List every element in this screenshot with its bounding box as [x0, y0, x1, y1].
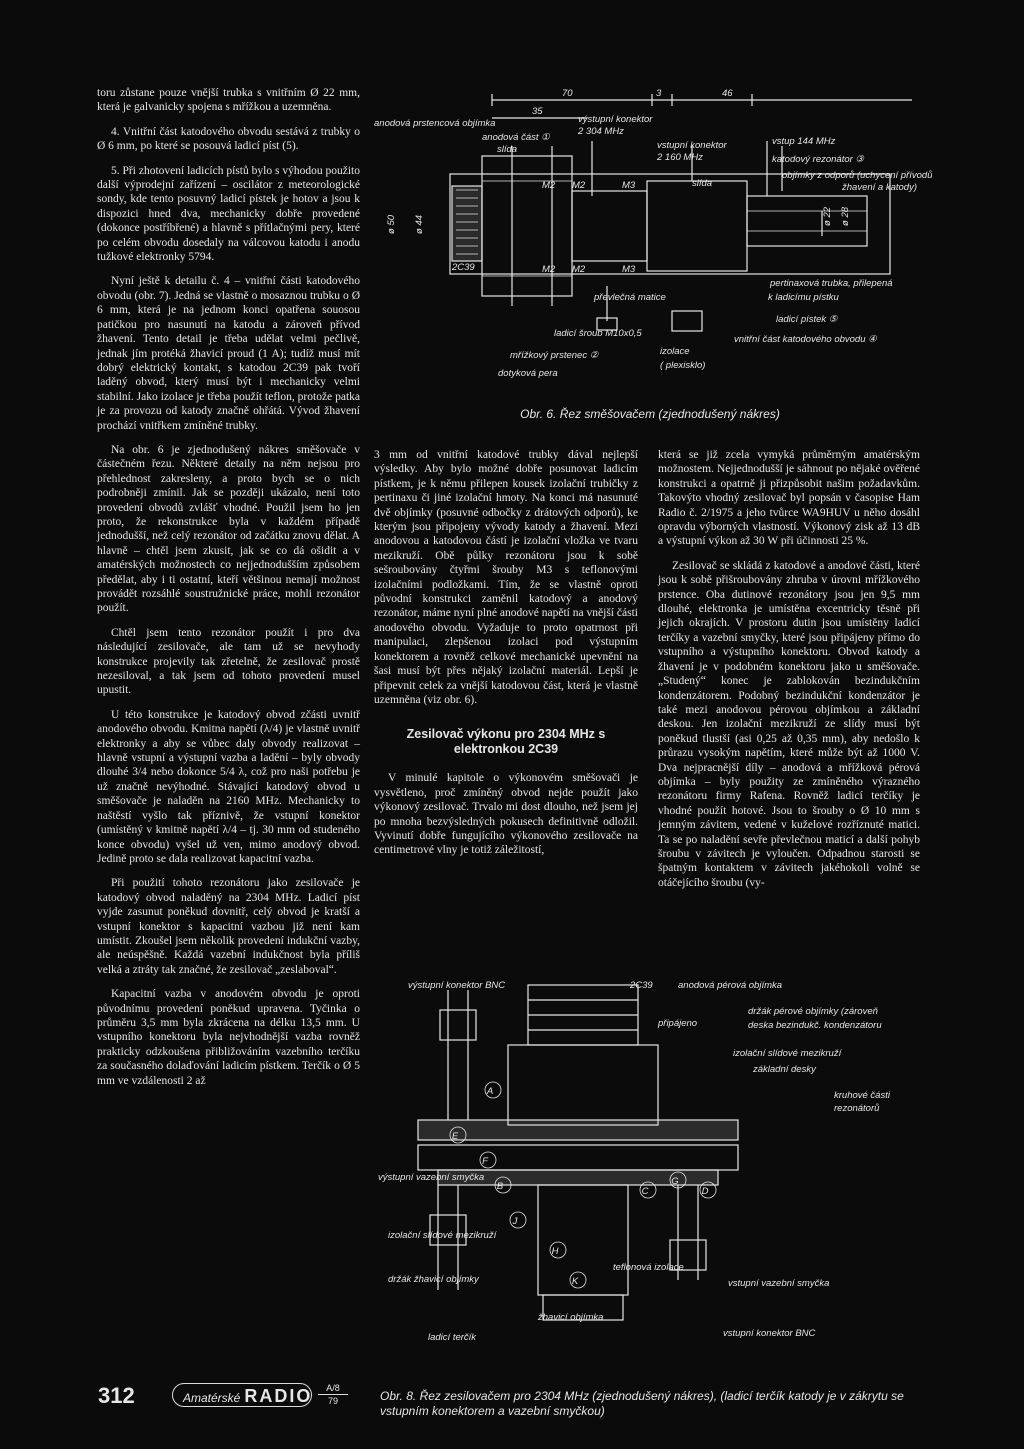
label-diam-50: ø 50 [386, 214, 397, 234]
issue-top: A/8 [326, 1383, 340, 1393]
label-holder: držák pérové objímky (zároveň [748, 1006, 878, 1017]
label-tuning-piston: ladicí pístek ⑤ [776, 314, 838, 325]
label-tube: 2C39 [452, 262, 475, 273]
left-text-column [97, 86, 360, 1098]
label-heater: žhavení a katody) [842, 182, 917, 193]
paragraph: Kapacitní vazba v anodovém obvodu je oproti původnímu provedení poněkud upravena. Tyčinka o průměru 3,5 mm byla zkrácena na délku 13,5 mm. U vstupního konektoru byla nejvhodnější vazba rovněž prakticky odzkoušena přibližováním vazebního terčíku za současného dolaďování ladicím pístkem. Terčík o Ø 5 mm ve vzdálenosti 2 až [97, 988, 360, 1087]
label-anode-collet: anodová prstencová objímka [374, 118, 496, 129]
label-mica: slída [497, 144, 518, 155]
label-holder-2: deska bezindukč. kondenzátoru [748, 1020, 882, 1031]
label-input-connector: vstupní konektor [657, 140, 727, 151]
label-output-connector: výstupní konektor [578, 114, 653, 125]
paragraph: 4. Vnitřní část katodového obvodu sestává z trubky o Ø 6 mm, po které se posouvá ladicí píst (5). [97, 125, 360, 153]
label-clamps: objímky z odporů (uchycení přívodů [782, 170, 932, 181]
middle-text-column [374, 448, 638, 868]
marker-f: F [482, 1156, 488, 1167]
marker-j: J [512, 1216, 518, 1227]
label-diam-28: ø 28 [840, 206, 851, 226]
logo-small-text: Amatérské [183, 1391, 241, 1405]
label-m2: M2 [542, 180, 556, 191]
dim-70: 70 [562, 88, 573, 99]
label-2160mhz: 2 160 MHz [657, 152, 703, 163]
marker-d: D [701, 1186, 709, 1197]
label-inner-cathode: vnitřní část katodového obvodu ④ [734, 334, 877, 345]
figure-6-caption: Obr. 6. Řez směšovačem (zjednodušený nákres) [520, 407, 780, 421]
paragraph: 3 mm od vnitřní katodové trubky dával nejlepší výsledky. Aby bylo možné dobře posunovat ladicím pístkem, je k němu přilepen kousek izolační trubičky z pertinaxu či jiné izolační hmoty. Na konci má nasunuté dvě objímky (posuvné odbočky z drátových odporů), ke kterým jsou připojeny vývody katody a žhavení. Mezi anodovou a katodovou částí je izolační vložka ve tvaru mezikruží. Obě půlky rezonátoru jsou k sobě sešroubovány čtyřmi šrouby M3 s teflonovými izolačními podložkami. Tím, že se vlastně oproti původní konstrukci zaměnil katodový a anodový rezonátor, máme nyní plné anodové napětí na vnější části anodového obvodu. Vyžaduje to proto opatrnost při manipulaci, zlepšenou izolaci pod výstupním konektorem a rovněž celkové mechanické upevnění na šasi musí být přes nějaký izolační materiál. Lepší je připevnit celek za vnější katodovou část, která je vlastně uzemněna (viz obr. 6). [374, 449, 638, 706]
figure-6-mixer-cross-section [372, 86, 932, 416]
label-insulation: izolace [660, 346, 690, 357]
paragraph: 5. Při zhotovení ladicích pístů bylo s výhodou použito další výprodejní zařízení – oscilátor z meteorologické sondy, kde tento posuvný ladicí pístek je hotov a jsou k dispozici hned dva, mechanicky dobře provedené (dokonce postříbřené) a hlavně s přítlačnými pery, které po celém obvodu dosedaly na válcovou katodu i anodu tužkové elektronky 5794. [97, 164, 360, 264]
label-input-144mhz: vstup 144 MHz [772, 136, 836, 147]
marker-c: C [641, 1186, 649, 1197]
marker-g: G [671, 1176, 679, 1187]
issue-bottom: 79 [327, 1396, 338, 1406]
label-circular: kruhové části [834, 1090, 890, 1101]
label-output-loop: výstupní vazební smyčka [378, 1172, 485, 1183]
label-anode-part: anodová část ① [482, 132, 550, 143]
dim-35: 35 [532, 106, 543, 117]
label-mica-ring-2: izolační slídové mezikruží [388, 1230, 497, 1241]
label-grid-ring: mřížkový prstenec ② [510, 350, 599, 361]
marker-h: H [551, 1246, 559, 1257]
label-mica-ring: izolační slídové mezikruží [733, 1048, 842, 1059]
dim-46: 46 [722, 88, 733, 99]
label-m3: M3 [622, 264, 636, 275]
label-tuning-disc: ladicí terčík [428, 1332, 477, 1343]
label-m3: M3 [622, 180, 636, 191]
paragraph: toru zůstane pouze vnější trubka s vnitřním Ø 22 mm, která je galvanicky spojena s mřížkou a uzemněna. [97, 87, 360, 114]
label-heater-holder: držák žhavicí objímky [388, 1274, 479, 1285]
page-number: 312 [98, 1383, 135, 1408]
label-resonators: rezonátorů [834, 1103, 880, 1114]
label-plexi: ( plexisklo) [660, 360, 706, 371]
marker-e: E [451, 1131, 459, 1142]
label-base-plate: základní desky [753, 1064, 816, 1075]
label-anode-collet: anodová pérová objímka [678, 980, 783, 991]
label-tube: 2C39 [630, 980, 653, 991]
label-diam-44: ø 44 [414, 214, 425, 234]
label-teflon: teflonová izolace [613, 1262, 684, 1273]
label-contact-spring: dotyková pera [498, 368, 558, 379]
section-heading: Zesilovač výkonu pro 2304 MHz s elektronkou 2C39 [406, 727, 606, 757]
dim-3: 3 [656, 88, 662, 99]
label-diam-22: ø 22 [822, 206, 833, 226]
paragraph: Nyní ještě k detailu č. 4 – vnitřní části katodového obvodu (obr. 7). Jedná se vlastně o mosaznou trubku o Ø 6 mm, která je na jednom konci opatřena souosou patičkou pro nasunutí na katodu a zároveň přívod žhavení. Tento detail je třeba udělat velmi pečlivě, jednak jím protéká žhavicí proud (1 A); tudíž musí mít dobrý elektrický kontakt, s katodou 2C39 pak tvoří laděný obvod, který musí být i mechanicky velmi stabilní. Jako izolace je třeba použít teflon, protože patka je za provozu od katody značně ohřátá. Vývod žhavení prochází vnitřkem zmíněné trubky. [97, 275, 360, 432]
paragraph: V minulé kapitole o výkonovém směšovači je vysvětleno, proč zmíněný obvod nejde použít jako výkonový zesilovač. Trvalo mi dost dlouho, než jsem jej po mnoha bezvýsledných pokusech definitivně odložil. Vyvinutí dobře fungujícího výkonového zesilovače na centimetrové vlny je totiž záležitostí, [374, 772, 638, 857]
paragraph: U této konstrukce je katodový obvod zčásti uvnitř anodového obvodu. Kmitna napětí (λ/4) je vlastně uvnitř elektronky a aby se vůbec daly obvody realizovat – hlavně vstupní a výstupní vazba a ladění – byly obvody dlouhé 3/4 nebo dokonce 5/4 λ, což pro naši potřebu je už značně nevýhodné. Stávající katodový obvod u směšovače je naladěn na 2160 MHz. Mechanicky to naštěstí vyšlo tak příznivě, že vstupní konektor (umístěný v kmitně napětí λ/4 – tj. 30 mm od studeného konce obvodu) vyšel už ven, mimo anodový obvod. Jedině proto se dala realizovat kapacitní vazba. [97, 708, 360, 865]
figure-8-caption: Obr. 8. Řez zesilovačem pro 2304 MHz (zjednodušený nákres), (ladicí terčík katody je v zákrytu se vstupním konektorem a vazební smyčkou) [380, 1389, 904, 1418]
label-pertinax-tube: pertinaxová trubka, přilepená [770, 278, 893, 289]
logo-big-text: RADIO [244, 1386, 313, 1406]
label-to-piston: k ladicímu pístku [768, 292, 839, 303]
label-soldered: připájeno [658, 1018, 698, 1029]
label-2304mhz: 2 304 MHz [578, 126, 624, 137]
label-m2: M2 [572, 180, 586, 191]
label-m2: M2 [572, 264, 586, 275]
label-heater-collet: žhavicí objímka [538, 1312, 604, 1323]
label-union-nut: převlečná matice [594, 292, 666, 303]
label-mica-2: slída [692, 178, 713, 189]
marker-a: A [486, 1086, 494, 1097]
magazine-logo [172, 1383, 312, 1407]
paragraph: Chtěl jsem tento rezonátor použít i pro dva následující zesilovače, ale tam už se nevyhody konstrukce projevily tak zřetelně, že zesilovač prostě nezesiloval, a tak jsem od tohoto provedení musel upustit. [97, 626, 360, 697]
paragraph: Při použití tohoto rezonátoru jako zesilovače je katodový obvod naladěný na 2304 MHz. Ladicí píst vyjde zasunut poněkud dovnitř, celý obvod je kratší a vstupní konektor s kapacitní vazbou již není kam umístit. Zkoušel jsem několik provedení indukční vazby, ale neúspěšně. Každá vazební indukčnost byla příliš velká a ztráty tak značné, že zesilovač „zeslaboval“. [97, 877, 360, 976]
label-output-bnc: výstupní konektor BNC [408, 980, 506, 991]
right-text-column [658, 448, 920, 900]
paragraph: která se již zcela vymyká průměrným amatérským možnostem. Nejjednodušší je sáhnout po nějaké ověřené konstrukci a opatrně ji přizpůsobit našim požadavkům. Takovýto vhodný zesilovač byl popsán v časopise Ham Radio č. 2/1975 a jeho tvůrce WA9HUV u něho dosáhl opravdu výborných vlastností. Výkonový zisk až 13 dB a výstupní výkon až 30 W při účinnosti 25 %. [658, 449, 920, 548]
marker-b: B [496, 1181, 504, 1192]
label-input-loop: vstupní vazební smyčka [728, 1278, 830, 1289]
marker-k: K [571, 1276, 579, 1287]
issue-number [318, 1383, 348, 1406]
label-cathode-resonator: katodový rezonátor ③ [772, 154, 864, 165]
label-input-bnc: vstupní konektor BNC [723, 1328, 816, 1339]
paragraph: Zesilovač se skládá z katodové a anodové části, které jsou k sobě přišroubovány zhruba v úrovni mřížkového prstence. Oba dutinové rezonátory jsou jen 9,5 mm dlouhé, elektronka je umístěna excentricky těsně při jejich okrajích. V prostoru dutin jsou umístěny ladicí terčíky a vazební smyčky, které jsou připájeny přímo do vstupního a výstupního konektoru. Obvod katody a žhavení je v podobném konektoru jako u směšovače. „Studený“ konec je zablokován bezindukčním kondenzátorem. Podobný bezindukční kondenzátor je také mezi anodovou pérovou objímkou a základní deskou. Jen izolační mezikruží ze slídy musí být poněkud tlustší (asi 0,25 až 0,35 mm), aby nedošlo k průrazu vysokým napětím, které může být až 1000 V. Dva nejpracnější díly – anodová a mřížková pérová objímka – byly použity ze zmíněného výrazného rezonátoru firmy Rafena. Rovněž ladicí terčíky je vhodné použít hotové. Jsou to šrouby o Ø 10 mm s jemným závitem, vedené v kuželové rozříznuté matici. Ta se po naladění sevře převlečnou maticí a další pohyb šroubu v závitech je vyloučen. Odpadnou starosti se špatným kontaktem v závitech jakéhokoli volně se otáčejícího šroubu (vy- [658, 559, 920, 889]
label-m2: M2 [542, 264, 556, 275]
label-tuning-screw: ladicí šroub M10x0,5 [554, 328, 642, 339]
paragraph: Na obr. 6 je zjednodušený nákres směšovače v částečném řezu. Některé detaily na něm nejsou pro přehlednost zakresleny, a proto bych se o nich podrobněji zmínil. Jak se později ukázalo, není toto provedení obvodů zvlášť vhodné. Použil jsem ho jen proto, že rekonstrukce byla v každém případě jednodušší, než celý rezonátor od začátku znovu dělat. A hlavně – chtěl jsem zkusit, jak se co dá ošidit a v amatérských možnostech co nejjednodušším způsobem předělat, aby i ti ostatní, kteří většinou nemají možnost provádět rozsáhlé soustružnické práce, mohli rezonátor použít. [97, 443, 360, 615]
figure-8-amplifier-cross-section [378, 980, 928, 1365]
